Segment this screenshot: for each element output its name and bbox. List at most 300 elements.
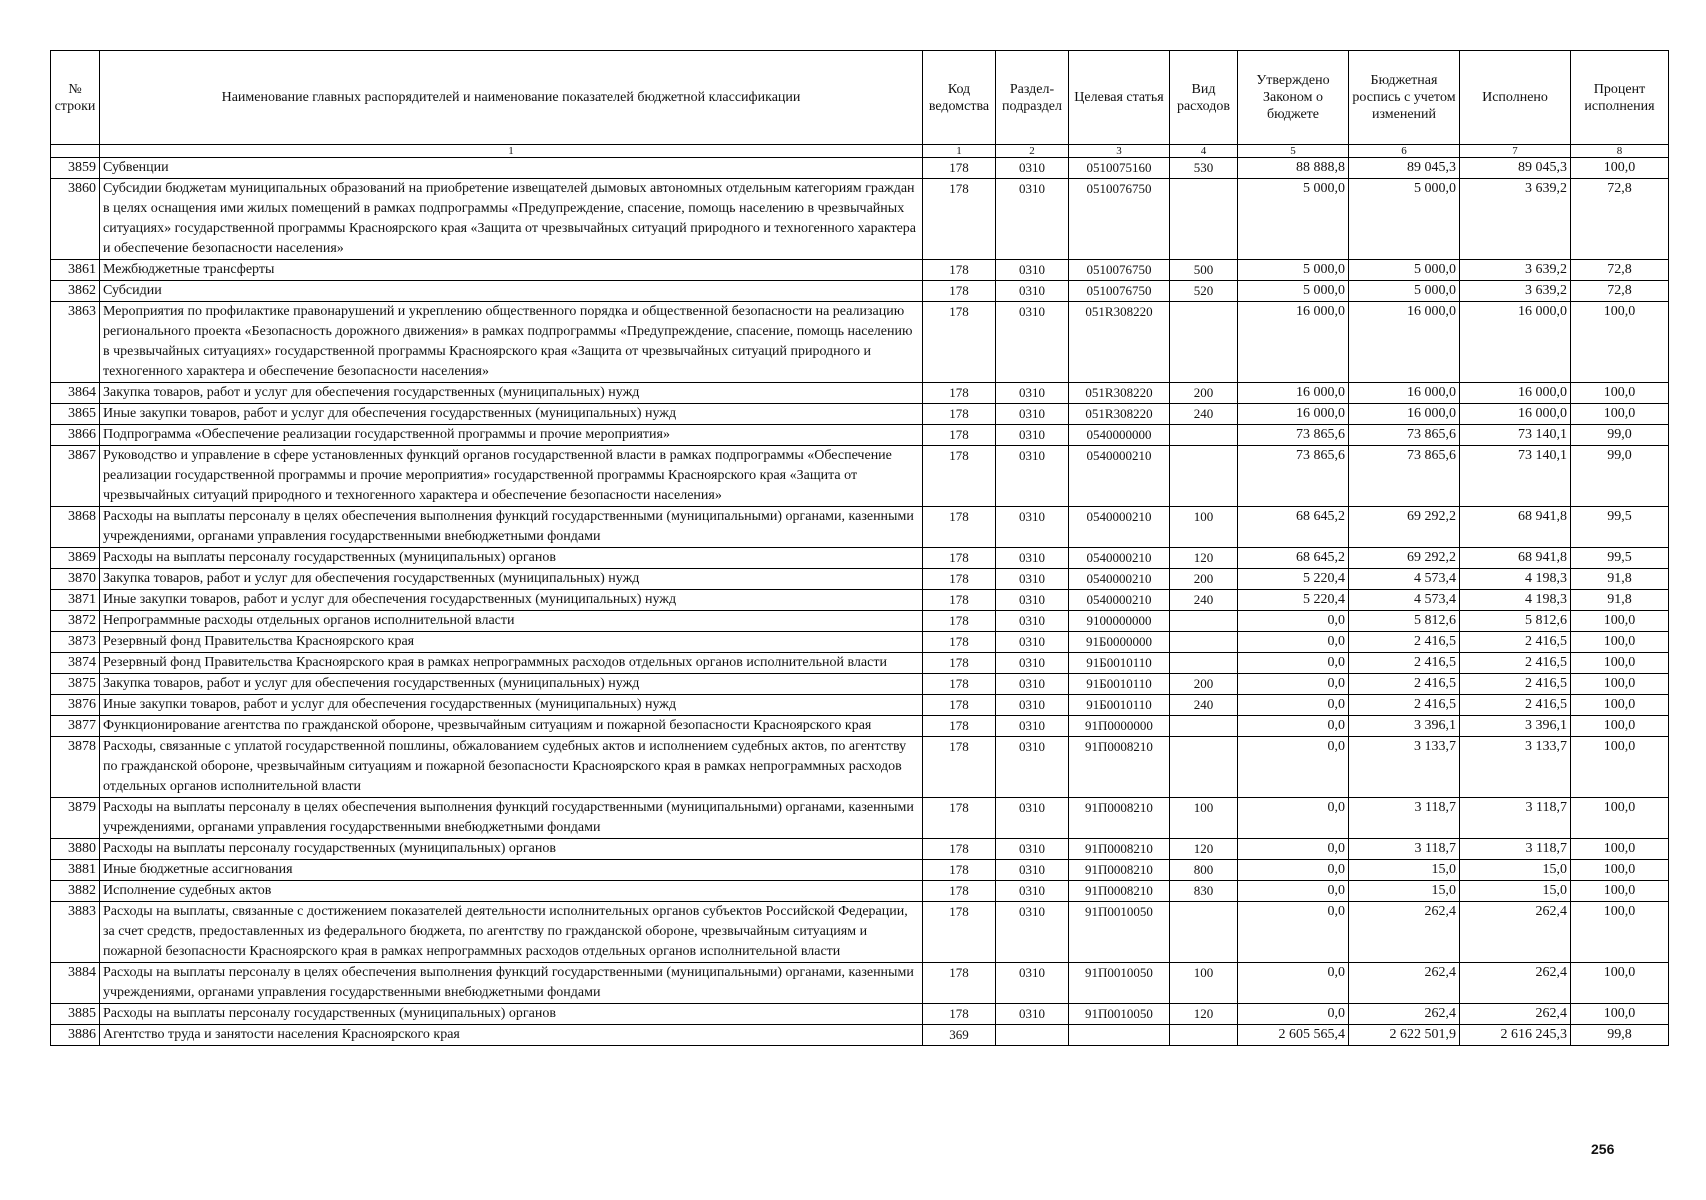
header-executed: Исполнено (1460, 51, 1571, 145)
row-percent: 100,0 (1571, 798, 1669, 839)
row-target: 0510076750 (1069, 260, 1170, 281)
row-percent: 100,0 (1571, 881, 1669, 902)
row-painting: 16 000,0 (1349, 404, 1460, 425)
table-row (51, 860, 1669, 881)
row-name: Агентство труда и занятости населения Красноярского края (100, 1025, 923, 1046)
row-approved: 5 000,0 (1238, 179, 1349, 260)
row-name: Иные закупки товаров, работ и услуг для обеспечения государственных (муниципальных) нужд (100, 404, 923, 425)
row-target: 051R308220 (1069, 302, 1170, 383)
row-percent: 100,0 (1571, 158, 1669, 179)
column-number: 8 (1571, 145, 1669, 158)
row-section: 0310 (996, 653, 1069, 674)
row-executed: 4 198,3 (1460, 569, 1571, 590)
table-row (51, 881, 1669, 902)
row-number: 3864 (51, 383, 100, 404)
row-target: 051R308220 (1069, 404, 1170, 425)
row-approved: 0,0 (1238, 653, 1349, 674)
row-percent: 100,0 (1571, 302, 1669, 383)
row-section (996, 1025, 1069, 1046)
row-name: Расходы на выплаты, связанные с достижением показателей деятельности исполнительных органов субъектов Российской Федерации, за счет средств, предоставленных из федерального бюджета, по агентству по гражданской обороне, чрезвычайным ситуациям и пожарной безопасности Красноярского края в рамках непрограммных расходов отдельных органов исполнительной власти (100, 902, 923, 963)
table-row (51, 548, 1669, 569)
row-painting: 69 292,2 (1349, 548, 1460, 569)
table-row (51, 653, 1669, 674)
header-kind: Вид расходов (1170, 51, 1238, 145)
row-number: 3860 (51, 179, 100, 260)
row-kind: 200 (1170, 383, 1238, 404)
table-row (51, 716, 1669, 737)
row-approved: 5 220,4 (1238, 569, 1349, 590)
header-target: Целевая статья (1069, 51, 1170, 145)
row-percent: 100,0 (1571, 632, 1669, 653)
table-row (51, 425, 1669, 446)
row-target: 9100000000 (1069, 611, 1170, 632)
row-name: Резервный фонд Правительства Красноярского края в рамках непрограммных расходов отдельных органов исполнительной власти (100, 653, 923, 674)
row-painting: 5 000,0 (1349, 179, 1460, 260)
row-name: Расходы на выплаты персоналу государственных (муниципальных) органов (100, 839, 923, 860)
row-percent: 100,0 (1571, 383, 1669, 404)
budget-execution-table (50, 50, 1669, 1046)
row-name: Субсидии бюджетам муниципальных образований на приобретение извещателей дымовых автономных отдельным категориям граждан в целях оснащения ими жилых помещений в рамках подпрограммы «Предупреждение, спасение, помощь населению в чрезвычайных ситуациях» государственной программы Красноярского края «Защита от чрезвычайных ситуаций природного и техногенного характера и обеспечение безопасности населения» (100, 179, 923, 260)
row-dept-code: 178 (923, 611, 996, 632)
table-row (51, 902, 1669, 963)
row-kind: 120 (1170, 548, 1238, 569)
row-dept-code: 369 (923, 1025, 996, 1046)
row-target (1069, 1025, 1170, 1046)
table-row (51, 404, 1669, 425)
row-dept-code: 178 (923, 737, 996, 798)
row-percent: 99,8 (1571, 1025, 1669, 1046)
row-name: Иные бюджетные ассигнования (100, 860, 923, 881)
row-target: 0510075160 (1069, 158, 1170, 179)
table-row (51, 1025, 1669, 1046)
row-dept-code: 178 (923, 260, 996, 281)
row-dept-code: 178 (923, 281, 996, 302)
row-section: 0310 (996, 425, 1069, 446)
row-number: 3862 (51, 281, 100, 302)
row-painting: 2 416,5 (1349, 653, 1460, 674)
column-number: 5 (1238, 145, 1349, 158)
row-number: 3883 (51, 902, 100, 963)
row-painting: 16 000,0 (1349, 383, 1460, 404)
row-approved: 0,0 (1238, 1004, 1349, 1025)
row-kind: 120 (1170, 1004, 1238, 1025)
row-dept-code: 178 (923, 425, 996, 446)
row-section: 0310 (996, 281, 1069, 302)
row-approved: 0,0 (1238, 860, 1349, 881)
row-kind: 120 (1170, 839, 1238, 860)
table-row (51, 674, 1669, 695)
row-percent: 99,0 (1571, 446, 1669, 507)
row-approved: 16 000,0 (1238, 383, 1349, 404)
row-executed: 68 941,8 (1460, 548, 1571, 569)
row-dept-code: 178 (923, 881, 996, 902)
row-approved: 0,0 (1238, 839, 1349, 860)
row-painting: 3 118,7 (1349, 839, 1460, 860)
row-target: 91П0010050 (1069, 902, 1170, 963)
column-number: 7 (1460, 145, 1571, 158)
row-painting: 73 865,6 (1349, 446, 1460, 507)
header-dept-code: Код ведомства (923, 51, 996, 145)
header-painting: Бюджетная роспись с учетом изменений (1349, 51, 1460, 145)
row-target: 0540000210 (1069, 548, 1170, 569)
row-name: Субвенции (100, 158, 923, 179)
row-executed: 16 000,0 (1460, 404, 1571, 425)
row-painting: 5 812,6 (1349, 611, 1460, 632)
table-row (51, 1004, 1669, 1025)
row-target: 91П0010050 (1069, 963, 1170, 1004)
row-approved: 0,0 (1238, 695, 1349, 716)
table-row (51, 569, 1669, 590)
row-kind: 530 (1170, 158, 1238, 179)
row-painting: 5 000,0 (1349, 260, 1460, 281)
row-painting: 3 133,7 (1349, 737, 1460, 798)
row-dept-code: 178 (923, 695, 996, 716)
row-approved: 0,0 (1238, 902, 1349, 963)
row-target: 91Б0010110 (1069, 674, 1170, 695)
table-row (51, 611, 1669, 632)
row-target: 91П0008210 (1069, 839, 1170, 860)
row-percent: 100,0 (1571, 716, 1669, 737)
column-number: 3 (1069, 145, 1170, 158)
column-number-row (51, 145, 1669, 158)
header-section: Раздел-подраздел (996, 51, 1069, 145)
row-kind: 240 (1170, 404, 1238, 425)
row-executed: 15,0 (1460, 860, 1571, 881)
row-kind: 240 (1170, 590, 1238, 611)
row-name: Расходы на выплаты персоналу в целях обеспечения выполнения функций государственными (муниципальными) органами, казенными учреждениями, органами управления государственными внебюджетными фондами (100, 963, 923, 1004)
row-kind: 800 (1170, 860, 1238, 881)
row-section: 0310 (996, 158, 1069, 179)
row-target: 91П0008210 (1069, 737, 1170, 798)
row-approved: 68 645,2 (1238, 507, 1349, 548)
table-row (51, 695, 1669, 716)
row-name: Функционирование агентства по гражданской обороне, чрезвычайным ситуациям и пожарной безопасности Красноярского края (100, 716, 923, 737)
row-kind (1170, 632, 1238, 653)
row-painting: 262,4 (1349, 902, 1460, 963)
row-section: 0310 (996, 383, 1069, 404)
row-number: 3865 (51, 404, 100, 425)
row-target: 0540000210 (1069, 569, 1170, 590)
row-executed: 2 616 245,3 (1460, 1025, 1571, 1046)
row-dept-code: 178 (923, 179, 996, 260)
row-approved: 68 645,2 (1238, 548, 1349, 569)
row-kind: 100 (1170, 798, 1238, 839)
row-target: 0540000000 (1069, 425, 1170, 446)
row-section: 0310 (996, 611, 1069, 632)
row-approved: 5 000,0 (1238, 260, 1349, 281)
row-section: 0310 (996, 963, 1069, 1004)
row-dept-code: 178 (923, 716, 996, 737)
row-kind (1170, 179, 1238, 260)
row-painting: 2 416,5 (1349, 695, 1460, 716)
row-number: 3859 (51, 158, 100, 179)
row-percent: 100,0 (1571, 653, 1669, 674)
row-executed: 262,4 (1460, 902, 1571, 963)
row-dept-code: 178 (923, 404, 996, 425)
header-row-no: № строки (51, 51, 100, 145)
row-target: 91П0008210 (1069, 798, 1170, 839)
row-executed: 89 045,3 (1460, 158, 1571, 179)
table-row (51, 383, 1669, 404)
row-kind (1170, 737, 1238, 798)
row-target: 91П0008210 (1069, 881, 1170, 902)
row-percent: 100,0 (1571, 611, 1669, 632)
row-executed: 2 416,5 (1460, 695, 1571, 716)
row-dept-code: 178 (923, 674, 996, 695)
row-painting: 15,0 (1349, 881, 1460, 902)
row-percent: 99,5 (1571, 507, 1669, 548)
row-target: 91П0008210 (1069, 860, 1170, 881)
row-number: 3870 (51, 569, 100, 590)
row-number: 3867 (51, 446, 100, 507)
row-dept-code: 178 (923, 902, 996, 963)
row-number: 3886 (51, 1025, 100, 1046)
table-row (51, 737, 1669, 798)
table-row (51, 963, 1669, 1004)
row-dept-code: 178 (923, 1004, 996, 1025)
table-row (51, 632, 1669, 653)
row-dept-code: 178 (923, 860, 996, 881)
row-approved: 2 605 565,4 (1238, 1025, 1349, 1046)
row-painting: 73 865,6 (1349, 425, 1460, 446)
row-section: 0310 (996, 548, 1069, 569)
row-kind: 100 (1170, 963, 1238, 1004)
row-number: 3877 (51, 716, 100, 737)
row-dept-code: 178 (923, 632, 996, 653)
row-executed: 3 396,1 (1460, 716, 1571, 737)
row-dept-code: 178 (923, 302, 996, 383)
row-painting: 16 000,0 (1349, 302, 1460, 383)
row-executed: 3 133,7 (1460, 737, 1571, 798)
row-dept-code: 178 (923, 839, 996, 860)
row-approved: 0,0 (1238, 798, 1349, 839)
row-name: Расходы на выплаты персоналу в целях обеспечения выполнения функций государственными (муниципальными) органами, казенными учреждениями, органами управления государственными внебюджетными фондами (100, 507, 923, 548)
column-number-blank (51, 145, 100, 158)
row-section: 0310 (996, 507, 1069, 548)
row-section: 0310 (996, 404, 1069, 425)
row-number: 3868 (51, 507, 100, 548)
row-name: Закупка товаров, работ и услуг для обеспечения государственных (муниципальных) нужд (100, 383, 923, 404)
row-name: Закупка товаров, работ и услуг для обеспечения государственных (муниципальных) нужд (100, 674, 923, 695)
row-target: 0540000210 (1069, 507, 1170, 548)
row-dept-code: 178 (923, 158, 996, 179)
row-painting: 262,4 (1349, 1004, 1460, 1025)
row-kind: 200 (1170, 569, 1238, 590)
row-executed: 5 812,6 (1460, 611, 1571, 632)
row-name: Расходы на выплаты персоналу государственных (муниципальных) органов (100, 1004, 923, 1025)
row-kind: 500 (1170, 260, 1238, 281)
header-row (51, 51, 1669, 145)
row-section: 0310 (996, 881, 1069, 902)
row-executed: 3 118,7 (1460, 798, 1571, 839)
row-kind (1170, 1025, 1238, 1046)
table-row (51, 798, 1669, 839)
row-percent: 100,0 (1571, 695, 1669, 716)
table-row (51, 281, 1669, 302)
row-approved: 73 865,6 (1238, 425, 1349, 446)
row-kind: 520 (1170, 281, 1238, 302)
row-number: 3874 (51, 653, 100, 674)
row-approved: 88 888,8 (1238, 158, 1349, 179)
row-section: 0310 (996, 695, 1069, 716)
row-target: 0540000210 (1069, 446, 1170, 507)
row-name: Мероприятия по профилактике правонарушений и укреплению общественного порядка и общественной безопасности на реализацию регионального проекта «Безопасность дорожного движения» в рамках подпрограммы «Предупреждение, спасение, помощь населению в чрезвычайных ситуациях» государственной программы Красноярского края «Защита от чрезвычайных ситуаций природного и техногенного характера и обеспечение безопасности населения» (100, 302, 923, 383)
row-kind: 240 (1170, 695, 1238, 716)
row-percent: 99,0 (1571, 425, 1669, 446)
page-number: 256 (1591, 1141, 1615, 1157)
row-section: 0310 (996, 798, 1069, 839)
row-number: 3879 (51, 798, 100, 839)
row-name: Субсидии (100, 281, 923, 302)
row-section: 0310 (996, 446, 1069, 507)
row-approved: 0,0 (1238, 737, 1349, 798)
row-approved: 5 000,0 (1238, 281, 1349, 302)
row-percent: 100,0 (1571, 839, 1669, 860)
row-section: 0310 (996, 302, 1069, 383)
row-approved: 0,0 (1238, 611, 1349, 632)
row-target: 91П0000000 (1069, 716, 1170, 737)
row-executed: 2 416,5 (1460, 674, 1571, 695)
row-number: 3873 (51, 632, 100, 653)
row-kind: 100 (1170, 507, 1238, 548)
column-number: 1 (100, 145, 923, 158)
row-target: 0510076750 (1069, 281, 1170, 302)
row-number: 3861 (51, 260, 100, 281)
table-row (51, 179, 1669, 260)
row-executed: 73 140,1 (1460, 425, 1571, 446)
row-dept-code: 178 (923, 507, 996, 548)
row-name: Расходы, связанные с уплатой государственной пошлины, обжалованием судебных актов и исполнением судебных актов, по агентству по гражданской обороне, чрезвычайным ситуациям и пожарной безопасности Красноярского края в рамках непрограммных расходов отдельных органов исполнительной власти (100, 737, 923, 798)
row-section: 0310 (996, 737, 1069, 798)
row-number: 3871 (51, 590, 100, 611)
row-name: Межбюджетные трансферты (100, 260, 923, 281)
row-approved: 0,0 (1238, 716, 1349, 737)
row-executed: 15,0 (1460, 881, 1571, 902)
row-approved: 0,0 (1238, 632, 1349, 653)
row-kind: 830 (1170, 881, 1238, 902)
row-percent: 100,0 (1571, 1004, 1669, 1025)
row-approved: 73 865,6 (1238, 446, 1349, 507)
table-row (51, 839, 1669, 860)
row-painting: 262,4 (1349, 963, 1460, 1004)
column-number: 2 (996, 145, 1069, 158)
table-row (51, 158, 1669, 179)
header-approved: Утверждено Законом о бюджете (1238, 51, 1349, 145)
row-percent: 99,5 (1571, 548, 1669, 569)
row-executed: 3 639,2 (1460, 281, 1571, 302)
row-executed: 2 416,5 (1460, 653, 1571, 674)
row-executed: 2 416,5 (1460, 632, 1571, 653)
row-percent: 100,0 (1571, 860, 1669, 881)
row-target: 91Б0010110 (1069, 695, 1170, 716)
row-dept-code: 178 (923, 963, 996, 1004)
row-painting: 2 416,5 (1349, 632, 1460, 653)
row-name: Руководство и управление в сфере установленных функций органов государственной власти в рамках подпрограммы «Обеспечение реализации государственной программы и прочие мероприятия» государственной программы Красноярского края «Защита от чрезвычайных ситуаций природного и техногенного характера и обеспечение безопасности населения» (100, 446, 923, 507)
row-executed: 3 118,7 (1460, 839, 1571, 860)
row-target: 0540000210 (1069, 590, 1170, 611)
row-section: 0310 (996, 632, 1069, 653)
row-kind (1170, 653, 1238, 674)
row-dept-code: 178 (923, 590, 996, 611)
row-number: 3881 (51, 860, 100, 881)
row-approved: 5 220,4 (1238, 590, 1349, 611)
row-name: Непрограммные расходы отдельных органов исполнительной власти (100, 611, 923, 632)
row-section: 0310 (996, 902, 1069, 963)
row-percent: 72,8 (1571, 281, 1669, 302)
row-name: Иные закупки товаров, работ и услуг для обеспечения государственных (муниципальных) нужд (100, 695, 923, 716)
row-percent: 72,8 (1571, 179, 1669, 260)
row-percent: 91,8 (1571, 590, 1669, 611)
row-painting: 69 292,2 (1349, 507, 1460, 548)
row-kind (1170, 446, 1238, 507)
row-painting: 3 118,7 (1349, 798, 1460, 839)
row-percent: 72,8 (1571, 260, 1669, 281)
row-number: 3866 (51, 425, 100, 446)
row-number: 3863 (51, 302, 100, 383)
row-section: 0310 (996, 674, 1069, 695)
row-approved: 16 000,0 (1238, 302, 1349, 383)
row-number: 3872 (51, 611, 100, 632)
row-kind (1170, 425, 1238, 446)
row-executed: 262,4 (1460, 1004, 1571, 1025)
row-number: 3869 (51, 548, 100, 569)
row-section: 0310 (996, 569, 1069, 590)
row-painting: 5 000,0 (1349, 281, 1460, 302)
row-kind: 200 (1170, 674, 1238, 695)
row-percent: 100,0 (1571, 737, 1669, 798)
row-painting: 4 573,4 (1349, 590, 1460, 611)
row-name: Подпрограмма «Обеспечение реализации государственной программы и прочие мероприятия» (100, 425, 923, 446)
row-section: 0310 (996, 590, 1069, 611)
row-approved: 0,0 (1238, 674, 1349, 695)
row-target: 91Б0010110 (1069, 653, 1170, 674)
row-name: Резервный фонд Правительства Красноярского края (100, 632, 923, 653)
table-row (51, 260, 1669, 281)
row-executed: 16 000,0 (1460, 383, 1571, 404)
row-dept-code: 178 (923, 798, 996, 839)
row-painting: 4 573,4 (1349, 569, 1460, 590)
row-kind (1170, 302, 1238, 383)
row-name: Иные закупки товаров, работ и услуг для обеспечения государственных (муниципальных) нужд (100, 590, 923, 611)
row-executed: 68 941,8 (1460, 507, 1571, 548)
row-approved: 16 000,0 (1238, 404, 1349, 425)
row-name: Расходы на выплаты персоналу в целях обеспечения выполнения функций государственными (муниципальными) органами, казенными учреждениями, органами управления государственными внебюджетными фондами (100, 798, 923, 839)
row-painting: 3 396,1 (1349, 716, 1460, 737)
row-target: 91Б0000000 (1069, 632, 1170, 653)
row-dept-code: 178 (923, 383, 996, 404)
table-row (51, 590, 1669, 611)
row-dept-code: 178 (923, 569, 996, 590)
row-number: 3878 (51, 737, 100, 798)
column-number: 1 (923, 145, 996, 158)
row-target: 0510076750 (1069, 179, 1170, 260)
row-section: 0310 (996, 860, 1069, 881)
row-executed: 3 639,2 (1460, 260, 1571, 281)
row-name: Исполнение судебных актов (100, 881, 923, 902)
column-number: 6 (1349, 145, 1460, 158)
row-number: 3880 (51, 839, 100, 860)
table-body (51, 158, 1669, 1046)
row-name: Расходы на выплаты персоналу государственных (муниципальных) органов (100, 548, 923, 569)
row-section: 0310 (996, 260, 1069, 281)
row-approved: 0,0 (1238, 881, 1349, 902)
row-executed: 3 639,2 (1460, 179, 1571, 260)
row-painting: 15,0 (1349, 860, 1460, 881)
row-target: 051R308220 (1069, 383, 1170, 404)
row-executed: 73 140,1 (1460, 446, 1571, 507)
row-percent: 100,0 (1571, 674, 1669, 695)
row-number: 3885 (51, 1004, 100, 1025)
